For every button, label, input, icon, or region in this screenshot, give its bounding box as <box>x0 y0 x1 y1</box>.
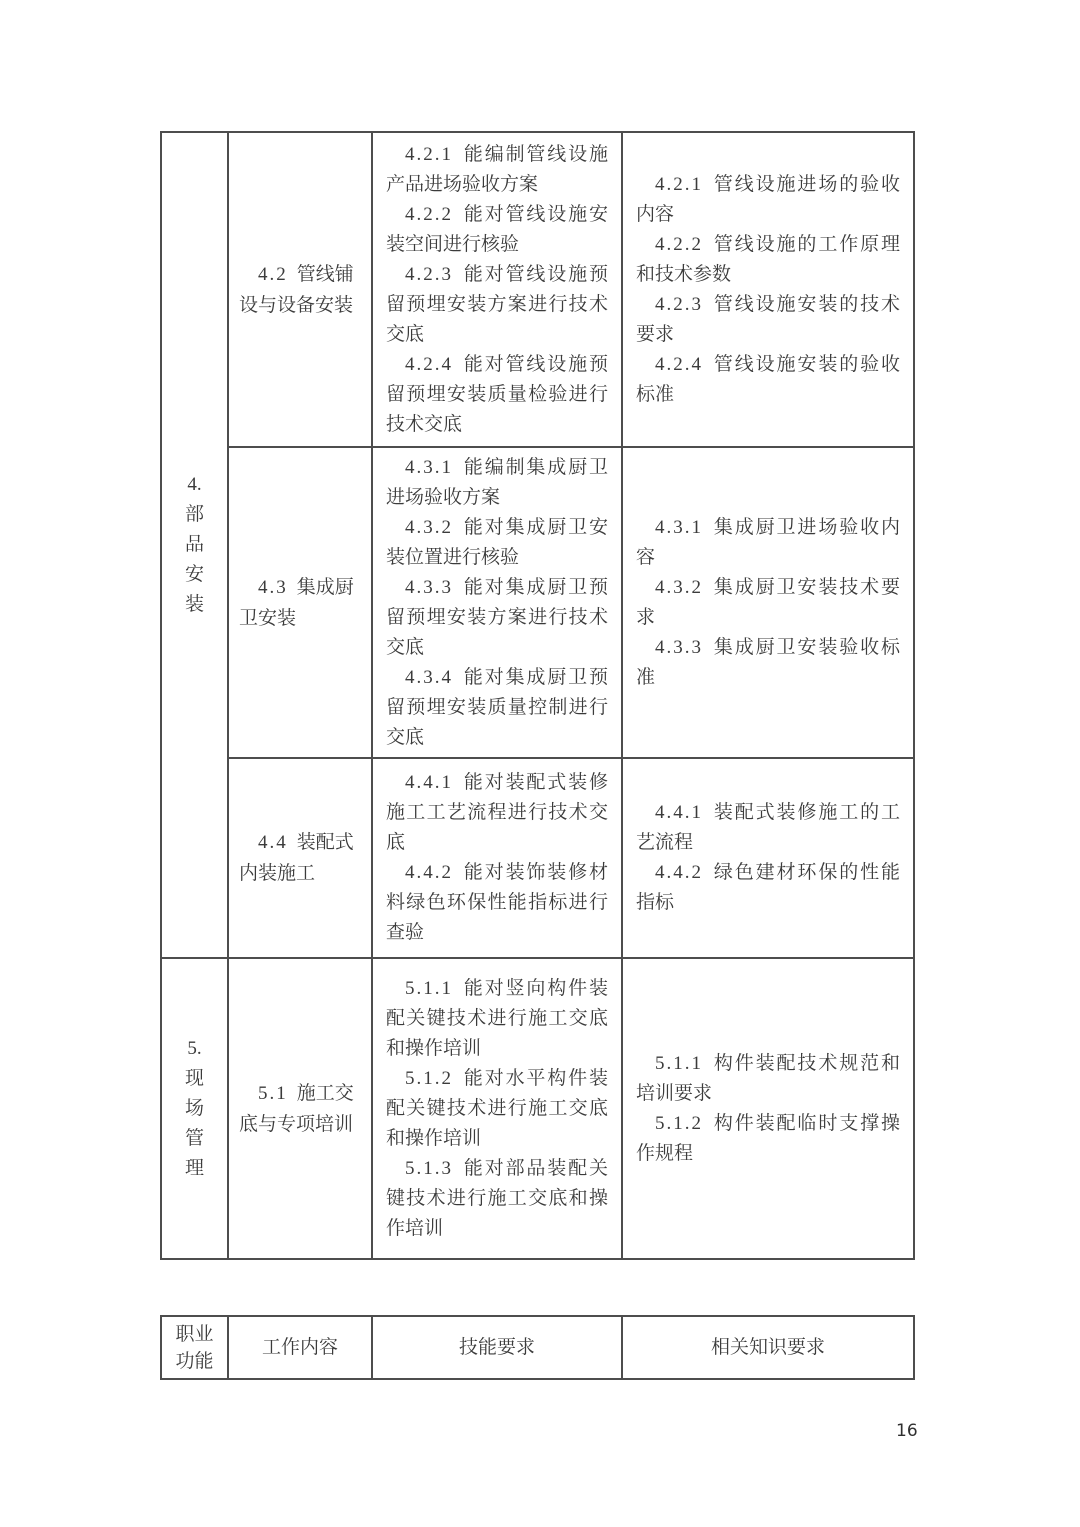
function-line: 装 <box>184 594 204 615</box>
work-content-cell-4-3 <box>228 447 372 758</box>
skill-item-text: 能对部品装配关键技术进行施工交底和操作培训 <box>386 1157 608 1239</box>
work-content-number: 4.2 <box>258 263 288 285</box>
skill-item-number: 4.4.2 <box>405 862 453 883</box>
work-content-cell-5-1 <box>228 958 372 1259</box>
skill-item-text: 能对装配式装修施工工艺流程进行技术交底 <box>386 772 608 853</box>
function-line: 现 <box>184 1067 204 1089</box>
skill-item-number: 5.1.2 <box>405 1067 453 1089</box>
knowledge-requirements-cell-5-1 <box>622 958 914 1259</box>
knowledge-item <box>636 858 900 918</box>
table-row <box>161 447 914 758</box>
work-content-title: 集成厨卫安装 <box>239 576 354 629</box>
knowledge-item <box>636 350 900 410</box>
skill-requirements-cell-4-4 <box>372 758 622 958</box>
skill-item-text: 能对集成厨卫预留预埋安装方案进行技术交底 <box>386 576 608 658</box>
function-line: 5. <box>187 1037 202 1059</box>
function-line: 品 <box>184 534 204 555</box>
skill-item <box>386 140 608 200</box>
column-header-table <box>160 1315 915 1380</box>
knowledge-item <box>636 798 900 858</box>
skill-item-text: 能对水平构件装配关键技术进行施工交底和操作培训 <box>386 1067 608 1149</box>
skill-item-number: 4.3.1 <box>405 456 453 478</box>
skill-item <box>386 663 608 753</box>
function-line: 部 <box>184 504 204 525</box>
work-content-number: 4.4 <box>258 832 288 853</box>
knowledge-item <box>636 633 900 693</box>
skill-item-number: 5.1.3 <box>405 1157 453 1179</box>
function-line: 管 <box>184 1127 204 1149</box>
skill-item-number: 4.3.3 <box>405 576 453 598</box>
knowledge-item-number: 4.2.1 <box>655 173 703 195</box>
skill-item <box>386 974 608 1064</box>
skill-requirements-cell-4-3 <box>372 447 622 758</box>
function-cell-5 <box>161 958 228 1259</box>
skill-item <box>386 260 608 350</box>
skill-item <box>386 1064 608 1154</box>
function-line: 安 <box>184 564 204 585</box>
work-content-number: 5.1 <box>258 1082 288 1104</box>
function-cell-4 <box>161 132 228 958</box>
knowledge-item-text: 集成厨卫进场验收内容 <box>636 516 900 568</box>
skill-item <box>386 573 608 663</box>
knowledge-item-number: 5.1.1 <box>655 1052 703 1074</box>
knowledge-item-number: 4.3.3 <box>655 636 703 658</box>
header-row <box>161 1316 914 1379</box>
knowledge-requirements-cell-4-4 <box>622 758 914 958</box>
skill-item-text: 能对管线设施预留预埋安装方案进行技术交底 <box>386 263 608 345</box>
skill-requirements-cell-5-1 <box>372 958 622 1259</box>
work-content-label <box>239 1078 361 1140</box>
knowledge-item-number: 4.2.3 <box>655 293 703 315</box>
skill-item-text: 能对装饰装修材料绿色环保性能指标进行查验 <box>386 862 608 943</box>
skill-item <box>386 513 608 573</box>
knowledge-item-text: 构件装配技术规范和培训要求 <box>636 1052 900 1104</box>
skill-item-number: 4.2.1 <box>405 143 453 165</box>
knowledge-item-number: 4.2.2 <box>655 233 703 255</box>
function-line: 4. <box>187 474 202 495</box>
skill-item <box>386 200 608 260</box>
knowledge-item-number: 5.1.2 <box>655 1112 703 1134</box>
work-content-number: 4.3 <box>258 576 288 598</box>
knowledge-item-text: 管线设施的工作原理和技术参数 <box>636 233 900 285</box>
knowledge-item <box>636 1049 900 1109</box>
occupational-standard-table <box>160 131 915 1260</box>
knowledge-item-text: 构件装配临时支撑操作规程 <box>636 1112 900 1164</box>
knowledge-requirements-cell-4-3 <box>622 447 914 758</box>
work-content-cell-4-2 <box>228 132 372 447</box>
knowledge-item-number: 4.4.1 <box>655 802 703 823</box>
knowledge-item-number: 4.4.2 <box>655 862 703 883</box>
skill-item-text: 能编制集成厨卫进场验收方案 <box>386 456 608 508</box>
skill-item-text: 能对集成厨卫预留预埋安装质量控制进行交底 <box>386 666 608 748</box>
table-row <box>161 958 914 1259</box>
skill-requirements-cell-4-2 <box>372 132 622 447</box>
skill-item-number: 4.3.4 <box>405 666 453 688</box>
work-content-title: 管线铺设与设备安装 <box>239 263 354 316</box>
skill-item-number: 4.2.2 <box>405 203 453 225</box>
knowledge-item-text: 集成厨卫安装验收标准 <box>636 636 900 688</box>
skill-item <box>386 768 608 858</box>
knowledge-item-number: 4.3.2 <box>655 576 703 598</box>
function-label-vertical <box>162 1034 227 1184</box>
work-content-title: 施工交底与专项培训 <box>239 1082 354 1135</box>
skill-item <box>386 350 608 440</box>
knowledge-item <box>636 1109 900 1169</box>
skill-item-text: 能对竖向构件装配关键技术进行施工交底和操作培训 <box>386 977 608 1059</box>
header-cell-knowledge-requirements: 相关知识要求 <box>622 1316 914 1379</box>
knowledge-item-text: 管线设施进场的验收内容 <box>636 173 900 225</box>
work-content-title: 装配式内装施工 <box>239 832 354 884</box>
knowledge-item-number: 4.3.1 <box>655 516 703 538</box>
header-cell-skill-requirements: 技能要求 <box>372 1316 622 1379</box>
page-number: 16 <box>896 1421 918 1441</box>
knowledge-item <box>636 573 900 633</box>
knowledge-item-text: 管线设施安装的验收标准 <box>636 353 900 405</box>
knowledge-item <box>636 290 900 350</box>
knowledge-item-text: 绿色建材环保的性能指标 <box>636 862 900 913</box>
knowledge-requirements-cell-4-2 <box>622 132 914 447</box>
skill-item <box>386 858 608 948</box>
knowledge-item-text: 集成厨卫安装技术要求 <box>636 576 900 628</box>
skill-item-number: 5.1.1 <box>405 977 453 999</box>
header-cell-work-content: 工作内容 <box>228 1316 372 1379</box>
knowledge-item-text: 管线设施安装的技术要求 <box>636 293 900 345</box>
work-content-cell-4-4 <box>228 758 372 958</box>
work-content-label <box>239 259 361 321</box>
skill-item <box>386 453 608 513</box>
skill-item-text: 能对集成厨卫安装位置进行核验 <box>386 516 608 568</box>
work-content-label <box>239 827 361 889</box>
function-line: 场 <box>184 1097 204 1119</box>
table-row <box>161 132 914 447</box>
table-row <box>161 758 914 958</box>
knowledge-item <box>636 170 900 230</box>
knowledge-item <box>636 513 900 573</box>
skill-item-number: 4.2.4 <box>405 353 453 375</box>
skill-item-number: 4.4.1 <box>405 772 453 793</box>
header-cell-function: 职业功能 <box>161 1316 228 1379</box>
function-line: 理 <box>184 1157 204 1179</box>
skill-item-number: 4.2.3 <box>405 263 453 285</box>
knowledge-item-text: 装配式装修施工的工艺流程 <box>636 802 900 853</box>
skill-item <box>386 1154 608 1244</box>
skill-item-text: 能对管线设施预留预埋安装质量检验进行技术交底 <box>386 353 608 435</box>
skill-item-number: 4.3.2 <box>405 516 453 538</box>
work-content-label <box>239 572 361 634</box>
skill-item-text: 能编制管线设施产品进场验收方案 <box>386 143 608 195</box>
skill-item-text: 能对管线设施安装空间进行核验 <box>386 203 608 255</box>
function-label-vertical <box>162 470 227 620</box>
knowledge-item-number: 4.2.4 <box>655 353 703 375</box>
knowledge-item <box>636 230 900 290</box>
